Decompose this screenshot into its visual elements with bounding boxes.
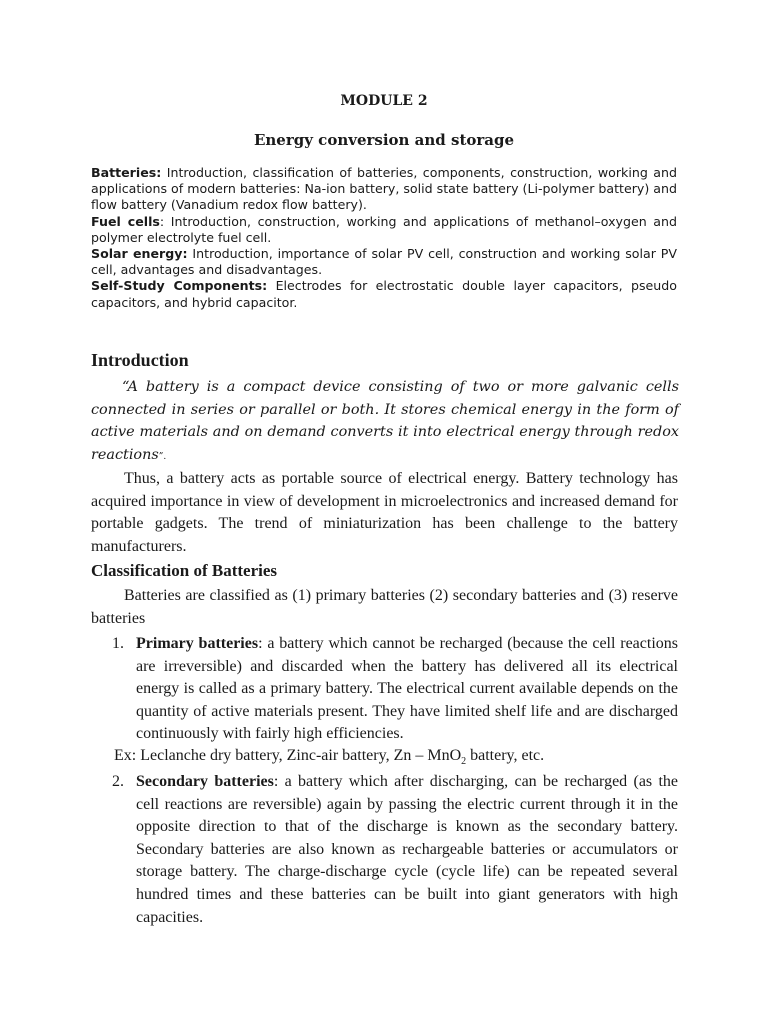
list-item-secondary-batteries [112, 771, 678, 929]
list-text: : a battery which cannot be recharged (because the cell reactions are irreversible) and discarded when the battery has delivered all its electrical energy is called as a primary battery. The electrical current available depends on the quantity of active materials present. They have limited shelf life and are discharged continuously with fairly high efficiencies. [136, 635, 678, 743]
syllabus-label: Fuel cells [91, 213, 160, 229]
primary-battery-examples [114, 747, 544, 767]
syllabus-label: Solar energy: [91, 246, 188, 262]
syllabus-text: Introduction, classification of batteries, components, construction, working and applications of modern batteries: Na-ion battery, solid state battery (Li-polymer battery) and flow battery (Vanadium redox flow battery). [91, 165, 677, 213]
list-number: 2. [112, 773, 124, 790]
introduction-heading: Introduction [91, 350, 189, 370]
classification-intro: Batteries are classified as (1) primary batteries (2) secondary batteries and (3) reserve batteries [91, 587, 678, 627]
quote-end: ”. [158, 451, 167, 462]
syllabus-text: : Introduction, construction, working and applications of methanol–oxygen and polymer electrolyte fuel cell. [91, 213, 677, 245]
syllabus-block [91, 165, 677, 311]
syllabus-solar-energy [91, 246, 677, 278]
example-suffix: battery, etc. [466, 747, 545, 764]
quote-text: “A battery is a compact device consisting of two or more galvanic cells connected in series or parallel or both. It stores chemical energy in the form of active materials and on demand converts it into electrical energy through redox reactions [91, 379, 679, 463]
module-title: MODULE 2 [340, 93, 428, 109]
list-item-body [136, 633, 678, 746]
example-subscript: 2 [461, 756, 467, 768]
list-term: Primary batteries [136, 635, 259, 652]
example-text: Ex: Leclanche dry battery, Zinc-air battery, Zn – MnO [114, 747, 462, 764]
syllabus-self-study [91, 278, 677, 310]
syllabus-label: Batteries: [91, 165, 162, 180]
syllabus-text: Introduction, importance of solar PV cell, construction and working solar PV cell, advantages and disadvantages. [91, 246, 677, 278]
list-item-body [136, 771, 678, 929]
introduction-paragraph: Thus, a battery acts as portable source of electrical energy. Battery technology has acquired importance in view of development in microelectronics and increased demand for portable gadgets. The trend of miniaturization has been challenge to the battery manufacturers. [91, 470, 678, 555]
page-title: Energy conversion and storage [253, 131, 515, 149]
syllabus-fuel-cells [91, 214, 677, 246]
syllabus-batteries [91, 165, 677, 214]
list-text: : a battery which after discharging, can be recharged (as the cell reactions are reversible) again by passing the electric current through it in the opposite direction to that of the discharge is known as the secondary battery. Secondary batteries are also known as rechargeable batteries or accumulators or storage battery. The charge-discharge cycle (cycle life) can be repeated several hundred times and these batteries can be built into giant generators with high capacities. [136, 773, 679, 926]
syllabus-text: Electrodes for electrostatic double layer capacitors, pseudo capacitors, and hybrid capacitor. [91, 278, 677, 310]
list-number: 1. [112, 635, 124, 652]
battery-definition-quote [91, 376, 679, 468]
syllabus-label: Self-Study Components: [91, 278, 268, 294]
classification-heading: Classification of Batteries [91, 561, 278, 580]
list-term: Secondary batteries [136, 773, 274, 790]
list-item-primary-batteries [112, 633, 678, 746]
